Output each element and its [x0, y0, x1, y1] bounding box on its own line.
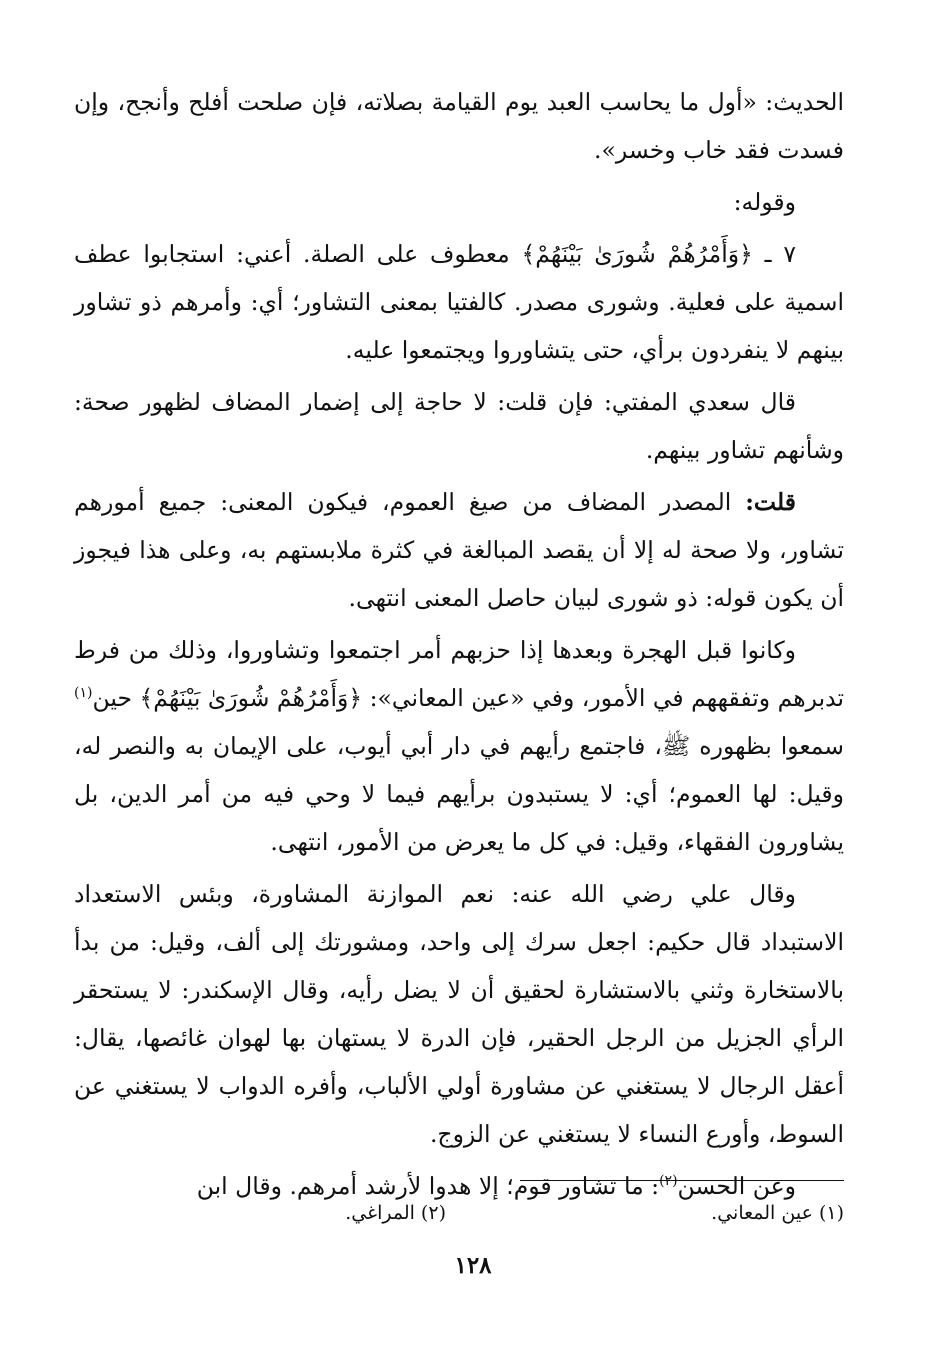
paragraph-verse-7: ٧ ـ ﴿وَأَمْرُهُمْ شُورَىٰ بَيْنَهُمْ﴾ معطوف على الصلة. أعني: استجابوا عطف اسمية على فعلية. وشورى مصدر. كالفتيا بمعنى التشاور؛ أي: وأمرهم ذو تشاور بينهم لا ينفردون برأي، حتى يتشاوروا ويجتمعوا عليه.	[74, 240, 844, 364]
qultu-text: المصدر المضاف من صيغ العموم، فيكون المعنى: جميع أمورهم تشاور، ولا صحة له إلا أن يقصد المبالغة في كثرة ملابستهم به، وعلى هذا فيجوز أن يكون قوله: ذو شورى لبيان حاصل المعنى انتهى.	[74, 488, 844, 612]
page-number: ١٢٨	[454, 1252, 492, 1279]
footnotes	[74, 1196, 844, 1230]
footnote-divider	[520, 1180, 844, 1181]
paragraph-hadith: الحديث: «أول ما يحاسب العبد يوم القيامة بصلاته، فإن صلحت أفلح وأنجح، وإن فسدت فقد خاب وخسر».	[74, 88, 844, 164]
footnote-2: (٢) المراغي.	[345, 1202, 446, 1224]
main-text	[74, 78, 844, 1210]
hijra-text-a: وكانوا قبل الهجرة وبعدها إذا حزبهم أمر اجتمعوا وتشاوروا، وذلك من فرط تدبرهم وتفقههم في الأمور، وفي «عين المعاني»: ﴿وَأَمْرُهُمْ شُورَىٰ بَيْنَهُمْ﴾ حين	[74, 636, 844, 712]
paragraph-qultu	[74, 478, 844, 622]
paragraph-qawluh: وقوله:	[733, 188, 796, 216]
paragraph-saadi: قال سعدي المفتي: فإن قلت: لا حاجة إلى إضمار المضاف لظهور صحة: وشأنهم تشاور بينهم.	[74, 388, 844, 464]
hasan-text-b: : ما تشاور قوم؛ إلا هدوا لأرشد أمرهم. وقال ابن	[196, 1172, 660, 1200]
footnote-ref-2[interactable]: (٢)	[659, 1173, 678, 1190]
qultu-lead: قلت:	[745, 488, 796, 516]
paragraph-ali: وقال علي رضي الله عنه: نعم الموازنة المشاورة، وبئس الاستعداد الاستبداد قال حكيم: اجعل سرك إلى واحد، ومشورتك إلى ألف، وقيل: من بدأ بالاستخارة وثني بالاستشارة لحقيق أن لا يضل رأيه، وقال الإسكندر: لا يستحقر الرأي الجزيل من الرجل الحقير، فإن الدرة لا يستهان بها لهوان غائصها، يقال: أعقل الرجال لا يستغني عن مشاورة أولي الألباب، وأفره الدواب لا يستغني عن السوط، وأورع النساء لا يستغني عن الزوج.	[74, 880, 844, 1148]
footnote-ref-1[interactable]: (١)	[74, 685, 93, 702]
footnote-1: (١) عين المعاني.	[711, 1202, 844, 1224]
paragraph-hijra	[74, 626, 844, 866]
hasan-text-a: وعن الحسن	[677, 1172, 796, 1200]
hijra-text-b: سمعوا بظهوره ﷺ، فاجتمع رأيهم في دار أبي أيوب، على الإيمان به والنصر له، وقيل: لها العموم؛ أي: لا يستبدون برأيهم فيما لا وحي فيه من أمر الدين، بل يشاورون الفقهاء، وقيل: في كل ما يعرض من الأمور، انتهى.	[74, 732, 844, 856]
